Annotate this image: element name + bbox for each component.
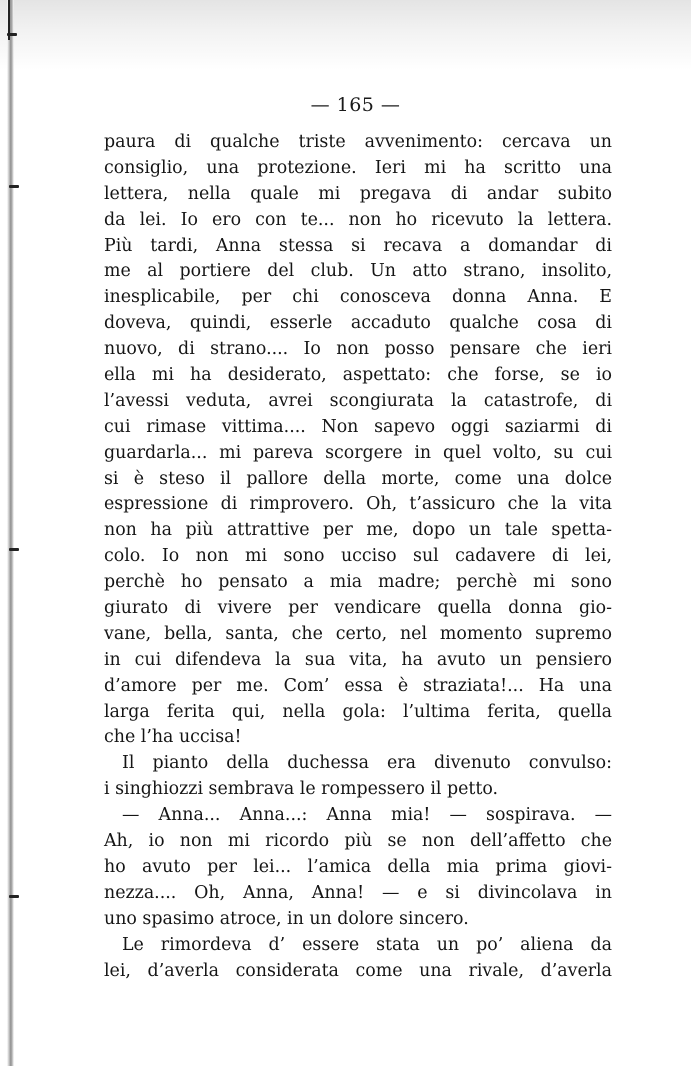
text-line: in cui difendeva la sua vita, ha avuto un pensiero [104, 649, 612, 670]
body-text [104, 130, 612, 984]
text-line: ella mi ha desiderato, aspettato: che forse, se io [104, 365, 612, 386]
text-line: cui rimase vittima.... Non sapevo oggi saziarmi di [104, 416, 612, 437]
text-line: Ah, io non mi ricordo più se non dell’affetto che [104, 831, 612, 852]
spine-mark [9, 895, 19, 898]
text-line: paura di qualche triste avvenimento: cercava un [104, 132, 612, 152]
text-line: i singhiozzi sembrava le rompessero il petto. [104, 779, 499, 800]
text-line: nuovo, di strano.... Io non posso pensare che ieri [104, 339, 612, 360]
text-line: guardarla... mi pareva scorgere in quel volto, su cui [104, 442, 612, 463]
text-line: d’amore per me. Com’ essa è straziata!... Ha una [104, 675, 612, 696]
text-line: vane, bella, santa, che certo, nel momento supremo [104, 623, 612, 644]
page-number: — 165 — [310, 94, 401, 116]
text-line: l’avessi veduta, avrei scongiurata la catastrofe, di [104, 390, 612, 411]
text-line: lei, d’averla considerata come una rivale, d’averla [104, 960, 612, 981]
text-line: — Anna... Anna...: Anna mia! — sospirava. — [122, 805, 612, 826]
text-line: Le rimordeva d’ essere stata un po’ aliena da [122, 934, 612, 955]
text-line: che l’ha uccisa! [104, 727, 242, 748]
text-line: doveva, quindi, esserle accaduto qualche cosa di [104, 313, 612, 334]
text-line: Il pianto della duchessa era divenuto convulso: [122, 753, 612, 774]
text-line: non ha più attrattive per me, dopo un tale spetta- [104, 520, 612, 541]
text-line: uno spasimo atroce, in un dolore sincero. [104, 908, 469, 929]
book-spine-edge [7, 0, 14, 1066]
text-line: giurato di vivere per vendicare quella donna gio- [104, 598, 612, 619]
spine-mark [7, 33, 17, 36]
text-line: lettera, nella quale mi pregava di andar subito [104, 183, 612, 204]
spine-mark [9, 185, 19, 188]
scan-shadow-top [0, 0, 691, 70]
text-line: inesplicabile, per chi conosceva donna Anna. E [104, 287, 612, 308]
text-line: larga ferita qui, nella gola: l’ultima ferita, quella [104, 701, 612, 722]
text-line: nezza.... Oh, Anna, Anna! — e si divincolava in [104, 882, 612, 903]
text-line: Più tardi, Anna stessa si recava a domandar di [104, 235, 612, 256]
text-line: ho avuto per lei... l’amica della mia prima giovi- [104, 856, 612, 877]
text-line: da lei. Io ero con te... non ho ricevuto la lettera. [104, 209, 612, 230]
text-line: si è steso il pallore della morte, come una dolce [104, 468, 612, 489]
text-line: me al portiere del club. Un atto strano, insolito, [104, 261, 612, 282]
text-line: espressione di rimprovero. Oh, t’assicuro che la vita [104, 494, 612, 515]
text-line: consiglio, una protezione. Ieri mi ha scritto una [104, 157, 612, 178]
spine-mark [9, 548, 19, 551]
text-line: colo. Io non mi sono ucciso sul cadavere di lei, [104, 546, 612, 567]
text-line: perchè ho pensato a mia madre; perchè mi sono [104, 572, 612, 593]
